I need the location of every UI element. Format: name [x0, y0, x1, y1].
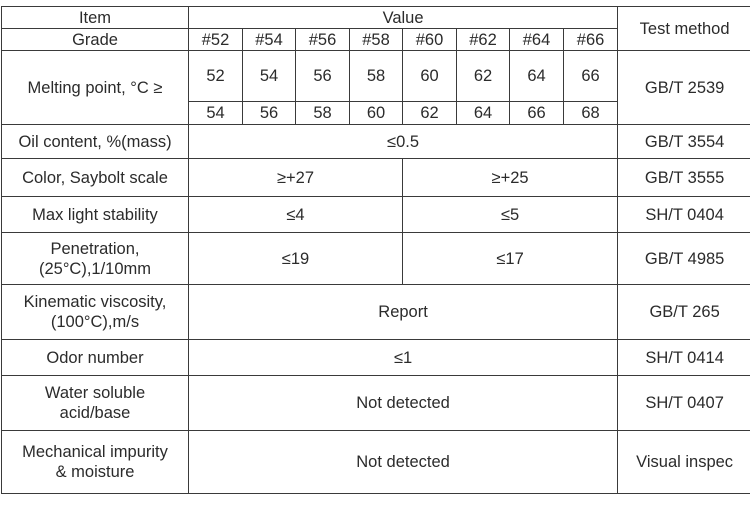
melting-min-62: 62 — [457, 51, 510, 102]
melting-max-54: 56 — [243, 102, 296, 125]
item-header: Item — [2, 7, 189, 29]
color-row — [2, 159, 750, 197]
grade-52: #52 — [189, 29, 243, 51]
grade-60: #60 — [403, 29, 457, 51]
melting-min-54: 54 — [243, 51, 296, 102]
odor-method: SH/T 0414 — [618, 340, 750, 376]
penetration-label — [2, 233, 189, 285]
impurity-method: Visual inspec — [618, 431, 750, 494]
grade-58: #58 — [350, 29, 403, 51]
light-stability-method: SH/T 0404 — [618, 197, 750, 233]
melting-min-52: 52 — [189, 51, 243, 102]
paraffin-spec-table — [1, 6, 750, 494]
oil-content-label: Oil content, %(mass) — [2, 125, 189, 159]
melting-point-method: GB/T 2539 — [618, 51, 750, 125]
melting-min-58: 58 — [350, 51, 403, 102]
impurity-row — [2, 431, 750, 494]
penetration-label-line1: Penetration, — [50, 239, 140, 258]
grade-header: Grade — [2, 29, 189, 51]
kinematic-viscosity-label-line2: (100°C),m/s — [50, 313, 140, 331]
value-header: Value — [189, 7, 618, 29]
water-soluble-value: Not detected — [189, 376, 618, 431]
color-value-high-grades: ≥+25 — [403, 159, 618, 197]
header-row-item — [2, 7, 750, 29]
melting-max-66: 68 — [564, 102, 618, 125]
light-stability-value-low-grades: ≤4 — [189, 197, 403, 233]
melting-max-52: 54 — [189, 102, 243, 125]
color-label: Color, Saybolt scale — [2, 159, 189, 197]
penetration-value-low-grades: ≤19 — [189, 233, 403, 285]
grade-64: #64 — [510, 29, 564, 51]
kinematic-viscosity-label-line1: Kinematic viscosity, — [23, 293, 167, 311]
odor-value: ≤1 — [189, 340, 618, 376]
penetration-value-high-grades: ≤17 — [403, 233, 618, 285]
grade-62: #62 — [457, 29, 510, 51]
melting-min-60: 60 — [403, 51, 457, 102]
water-soluble-label-line2: acid/base — [59, 404, 131, 422]
melting-point-label: Melting point, °C ≥ — [2, 51, 189, 125]
oil-content-row — [2, 125, 750, 159]
water-soluble-method: SH/T 0407 — [618, 376, 750, 431]
kinematic-viscosity-label — [2, 285, 189, 340]
impurity-value: Not detected — [189, 431, 618, 494]
kinematic-viscosity-row — [2, 285, 750, 340]
impurity-label-line2: & moisture — [55, 463, 135, 481]
test-method-header: Test method — [618, 7, 750, 51]
oil-content-method: GB/T 3554 — [618, 125, 750, 159]
kinematic-viscosity-value: Report — [189, 285, 618, 340]
light-stability-label: Max light stability — [2, 197, 189, 233]
penetration-method: GB/T 4985 — [618, 233, 750, 285]
color-value-low-grades: ≥+27 — [189, 159, 403, 197]
melting-max-62: 64 — [457, 102, 510, 125]
penetration-row — [2, 233, 750, 285]
odor-row — [2, 340, 750, 376]
melting-point-row — [2, 51, 750, 102]
kinematic-viscosity-method: GB/T 265 — [618, 285, 750, 340]
melting-max-60: 62 — [403, 102, 457, 125]
light-stability-row — [2, 197, 750, 233]
grade-54: #54 — [243, 29, 296, 51]
impurity-label — [2, 431, 189, 494]
water-soluble-row — [2, 376, 750, 431]
melting-min-66: 66 — [564, 51, 618, 102]
melting-min-64: 64 — [510, 51, 564, 102]
melting-max-56: 58 — [296, 102, 350, 125]
light-stability-value-high-grades: ≤5 — [403, 197, 618, 233]
grade-66: #66 — [564, 29, 618, 51]
grade-56: #56 — [296, 29, 350, 51]
melting-max-64: 66 — [510, 102, 564, 125]
water-soluble-label-line1: Water soluble — [44, 384, 146, 402]
impurity-label-line1: Mechanical impurity — [22, 443, 168, 461]
oil-content-value: ≤0.5 — [189, 125, 618, 159]
melting-min-56: 56 — [296, 51, 350, 102]
melting-max-58: 60 — [350, 102, 403, 125]
color-method: GB/T 3555 — [618, 159, 750, 197]
penetration-label-line2: (25°C),1/10mm — [38, 259, 152, 278]
water-soluble-label — [2, 376, 189, 431]
odor-label: Odor number — [2, 340, 189, 376]
